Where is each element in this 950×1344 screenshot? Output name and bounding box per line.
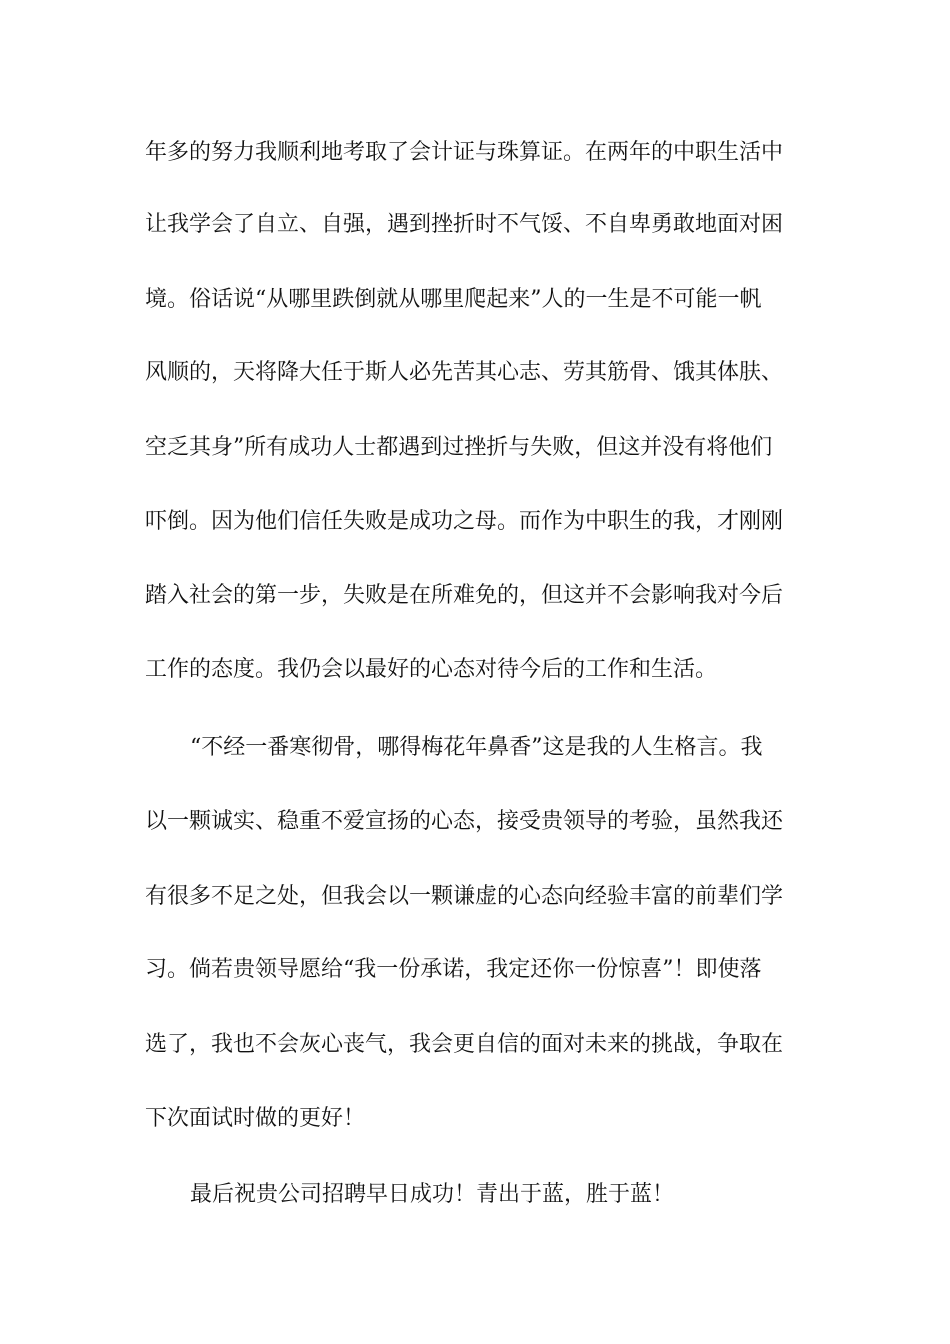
paragraph-line: 空乏其身”所有成功人士都遇到过挫折与失败，但这并没有将他们: [145, 435, 773, 460]
paragraph-line: 以一颗诚实、稳重不爱宣扬的心态，接受贵领导的考验，虽然我还: [145, 809, 784, 834]
paragraph-line: 最后祝贵公司招聘早日成功！青出于蓝，胜于蓝！: [190, 1182, 675, 1207]
paragraph-line: 吓倒。因为他们信任失败是成功之母。而作为中职生的我，才刚刚: [145, 509, 784, 534]
paragraph-line: 下次面试时做的更好！: [145, 1106, 366, 1131]
paragraph-line: 风顺的，天将降大任于斯人必先苦其心志、劳其筋骨、饿其体肤、: [145, 360, 784, 385]
paragraph-line: 境。俗话说“从哪里跌倒就从哪里爬起来”人的一生是不可能一帆: [145, 287, 762, 312]
paragraph-line: 工作的态度。我仍会以最好的心态对待今后的工作和生活。: [145, 657, 718, 682]
paragraph-line: 选了，我也不会灰心丧气，我会更自信的面对未来的挑战，争取在: [145, 1032, 784, 1057]
paragraph-line: 年多的努力我顺利地考取了会计证与珠算证。在两年的中职生活中: [145, 140, 784, 165]
paragraph-line: 有很多不足之处，但我会以一颗谦虚的心态向经验丰富的前辈们学: [145, 884, 784, 909]
paragraph-line: 习。倘若贵领导愿给“我一份承诺，我定还你一份惊喜”！即使落: [145, 957, 762, 982]
paragraph-line: 让我学会了自立、自强，遇到挫折时不气馁、不自卑勇敢地面对困: [145, 212, 784, 237]
paragraph-line: “不经一番寒彻骨，哪得梅花年鼻香”这是我的人生格言。我: [190, 735, 763, 760]
paragraph-line: 踏入社会的第一步，失败是在所难免的，但这并不会影响我对今后: [145, 583, 784, 608]
